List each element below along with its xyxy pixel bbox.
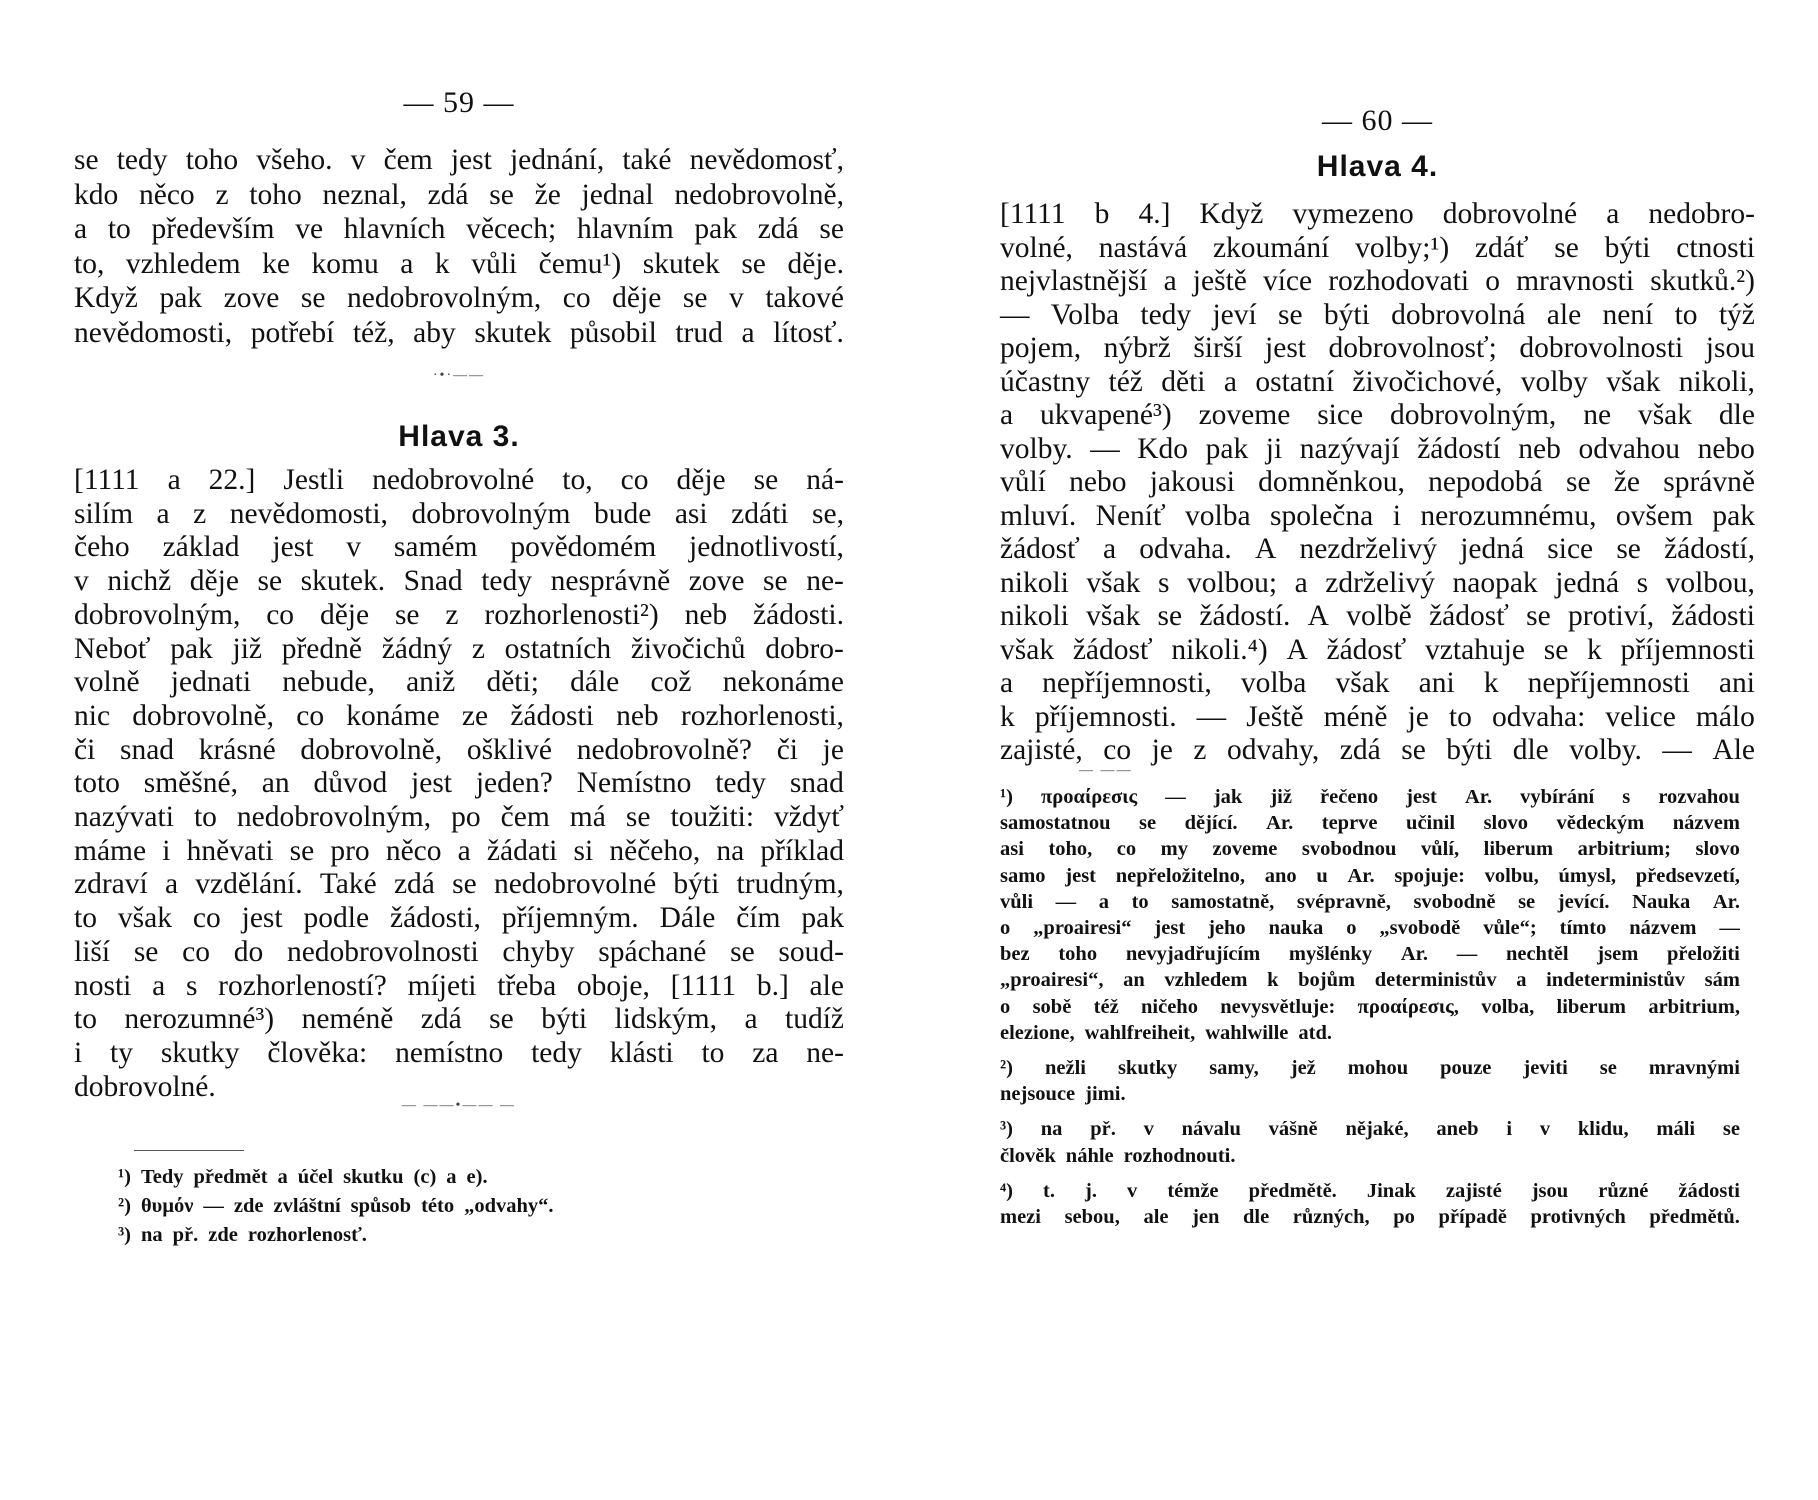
text-line: volně jednati nebude, aniž děti; dále což nekonáme <box>74 666 844 699</box>
footnote-line: vůli — a to samostatně, svépravně, svobodně se jevící. Nauka Ar. <box>1000 890 1740 913</box>
footnote-line: asi toho, co my zoveme svobodnou vůlí, liberum arbitrium; slovo <box>1000 838 1740 861</box>
text-line: se tedy toho všeho. v čem jest jednání, také nevědomosť, <box>74 144 844 176</box>
footnote-line: mezi sebou, ale jen dle různých, po případě protivných předmětů. <box>1000 1206 1740 1228</box>
page-60 <box>1000 0 1755 1500</box>
text-line: dobrovolným, co děje se z rozhorlenosti²) neb žádosti. <box>74 598 844 631</box>
text-line: nazývati to nedobrovolným, po čem má se toužiti: vždyť <box>74 801 844 833</box>
text-line: či snad krásné dobrovolně, ošklivé nedobrovolně? či je <box>74 733 844 766</box>
footnote-line: samo jest nepřeložitelno, ano u Ar. spojuje: volbu, úmysl, předsevzetí, <box>1000 864 1740 887</box>
text-line: to však co jest podle žádosti, příjemným. Dále čím pak <box>74 902 844 935</box>
text-line: však žádosť nikoli.⁴) A žádosť vztahuje se k příjemnosti <box>1000 633 1755 666</box>
text-line: nevědomosti, potřebí též, aby skutek působil trud a lítosť. <box>74 316 844 349</box>
footnote-line: ³) na př. zde rozhorlenosť. <box>118 1224 367 1246</box>
text-line: silím a z nevědomosti, dobrovolným bude asi zdáti se, <box>74 497 844 530</box>
text-line: to nerozumné³) neméně zdá se býti lidským, a tudíž <box>74 1003 844 1036</box>
text-line: Když pak zove se nedobrovolným, co děje se v takové <box>74 282 844 314</box>
text-line: Neboť pak již předně žádný z ostatních živočichů dobro- <box>74 632 844 665</box>
text-line: zdraví a vzdělání. Také zdá se nedobrovolné býti trudným, <box>74 868 844 901</box>
text-line: volné, nastává zkoumání volby;¹) zdáť se býti ctnosti <box>1000 231 1755 264</box>
text-line: to, vzhledem ke komu a k vůli čemu¹) skutek se děje. <box>74 247 844 280</box>
text-line: zajisté, co je z odvahy, zdá se býti dle volby. — Ale <box>1000 734 1755 766</box>
footnote-line: o sobě též ničeho nevysvětluje: προαίρεσις, volba, liberum arbitrium, <box>1000 995 1740 1018</box>
footnote-rule <box>134 1150 244 1151</box>
text-line: nejvlastnější a ještě více rozhodovati o mravnosti skutků.²) <box>1000 265 1755 297</box>
text-line: a ukvapené³) zoveme sice dobrovolným, ne však dle <box>1000 399 1755 431</box>
text-line: liší se co do nedobrovolnosti chyby spáchané se soud- <box>74 935 844 968</box>
footnote-line: „proairesi“, an vzhledem k bojům deterministův a indeterministův sám <box>1000 969 1740 992</box>
text-line: a to především ve hlavních věcech; hlavním pak zdá se <box>74 213 844 245</box>
chapter-heading: Hlava 4. <box>1316 150 1439 183</box>
text-line: [1111 b 4.] Když vymezeno dobrovolné a nedobro- <box>1000 198 1755 230</box>
text-line: máme i hněvati se pro něco a žádati si něčeho, na příklad <box>74 834 844 867</box>
text-line: k příjemnosti. — Ještě méně je to odvaha: velice málo <box>1000 700 1755 733</box>
footnote-line: nejsouce jimi. <box>1000 1083 1126 1106</box>
text-line: pojem, nýbrž širší jest dobrovolnosť; dobrovolnosti jsou <box>1000 332 1755 364</box>
footnote-line: ²) θυμόν — zde zvláštní spůsob této „odvahy“. <box>118 1195 554 1217</box>
text-line: toto směšné, an důvod jest jeden? Nemístno tedy snad <box>74 767 844 800</box>
text-line: nosti a s rozhorleností? míjeti třeba oboje, [1111 b.] ale <box>74 969 844 1002</box>
section-separator: ·•·—— <box>432 368 486 383</box>
text-line: nikoli však s volbou; a zdrželivý naopak jedná s volbou, <box>1000 566 1755 599</box>
text-line: [1111 a 22.] Jestli nedobrovolné to, co děje se ná- <box>74 464 844 496</box>
footnote-line: člověk náhle rozhodnouti. <box>1000 1144 1236 1167</box>
text-line: nikoli však se žádostí. A volbě žádosť se protiví, žádosti <box>1000 600 1755 632</box>
page-59 <box>74 0 844 1500</box>
text-line: vůlí nebo jakousi domněnkou, nepodobá se že správně <box>1000 466 1755 498</box>
text-line: mluví. Neníť volba společna i nerozumnému, ovšem pak <box>1000 499 1755 532</box>
text-line: — Volba tedy jeví se býti dobrovolná ale není to týž <box>1000 298 1755 331</box>
text-line: žádosť a odvaha. A nezdrželivý jedná sice se žádostí, <box>1000 533 1755 565</box>
text-line: i ty skutky člověka: nemístno tedy klásti to za ne- <box>74 1036 844 1069</box>
footnote-line: samostatnou se dějící. Ar. teprve učinil slovo vědeckým názvem <box>1000 812 1740 835</box>
text-line: účastny též děti a ostatní živočichové, volby však nikoli, <box>1000 365 1755 398</box>
text-line: volby. — Kdo pak ji nazývají žádostí neb odvahou nebo <box>1000 432 1755 465</box>
text-line: nic dobrovolně, co konáme ze žádosti neb rozhorlenosti, <box>74 699 844 732</box>
footnote-line: ¹) προαίρεσις — jak již řečeno jest Ar. vybírání s rozvahou <box>1000 786 1740 808</box>
page-number: — 59 — <box>403 86 515 119</box>
footnote-line: ²) nežli skutky samy, jež mohou pouze jeviti se mravnými <box>1000 1057 1740 1079</box>
end-separator: — ——•—— — <box>402 1098 516 1113</box>
chapter-heading: Hlava 3. <box>398 420 520 453</box>
text-line: v nichž děje se skutek. Snad tedy nesprávně zove se ne- <box>74 565 844 598</box>
text-line: dobrovolné. <box>74 1070 216 1103</box>
footnote-line: bez toho nevyjadřujícím myšlénky Ar. — nechtěl jsem přeložiti <box>1000 943 1740 966</box>
text-line: a nepříjemnosti, volba však ani k nepříjemnosti ani <box>1000 667 1755 699</box>
footnote-line: ¹) Tedy předmět a účel skutku (c) a e). <box>118 1166 488 1188</box>
footnote-line: ⁴) t. j. v témže předmětě. Jinak zajisté jsou různé žádosti <box>1000 1179 1740 1202</box>
page-number: — 60 — <box>1322 104 1433 137</box>
text-line: kdo něco z toho neznal, zdá se že jednal nedobrovolně, <box>74 178 844 211</box>
footnote-line: ³) na př. v návalu vášně nějaké, aneb i v klidu, máli se <box>1000 1118 1740 1141</box>
footnote-separator: — —— <box>1078 763 1133 778</box>
footnote-line: elezione, wahlfreiheit, wahlwille atd. <box>1000 1021 1332 1044</box>
footnote-line: o „proairesi“ jest jeho nauka o „svobodě vůle“; tímto názvem — <box>1000 917 1740 939</box>
text-line: čeho základ jest v samém povědomém jednotlivostí, <box>74 531 844 564</box>
